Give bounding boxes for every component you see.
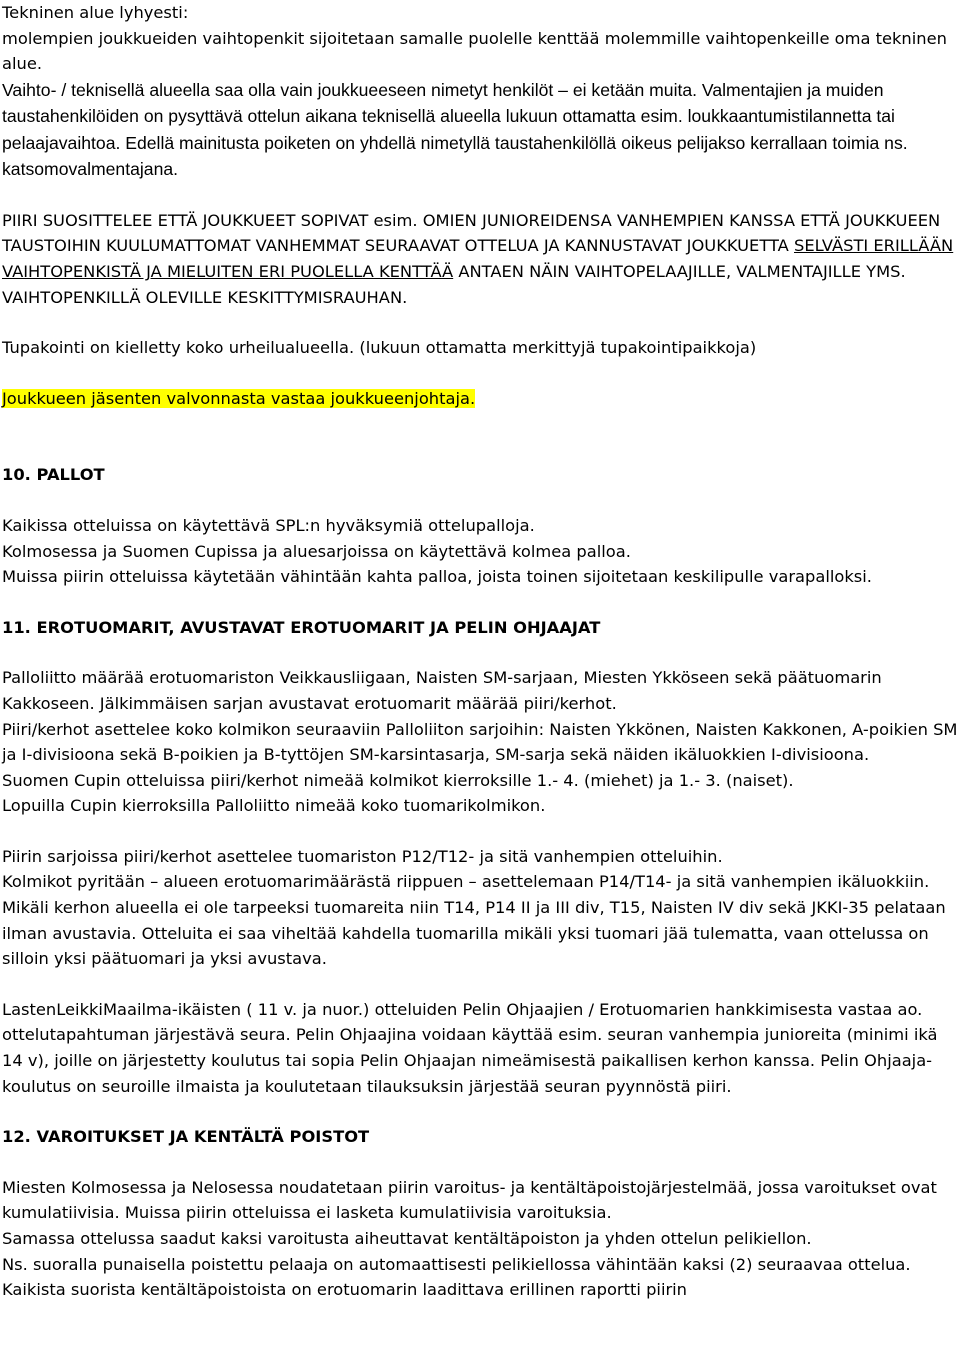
section-10-line: Muissa piirin otteluissa käytetään vähintään kahta palloa, joista toinen sijoitetaan keskilipulle varapalloksi. <box>2 567 872 587</box>
section-11-referees <box>2 615 960 1100</box>
section-10-line: Kolmosessa ja Suomen Cupissa ja aluesarjoissa on käytettävä kolmea palloa. <box>2 541 631 561</box>
section-11-heading: 11. EROTUOMARIT, AVUSTAVAT EROTUOMARIT JA PELIN OHJAAJAT <box>2 617 601 637</box>
technical-area-title: Tekninen alue lyhyesti: <box>2 3 189 22</box>
section-11-text: Palloliitto määrää erotuomariston Veikkausliigaan, Naisten SM-sarjaan, Miesten Ykköseen sekä päätuomarin Kakkoseen. Jälkimmäisen sarjan avustavat erotuomarit määrää piiri/kerhot. <box>2 668 882 713</box>
section-11-text: Piirin sarjoissa piiri/kerhot asettelee tuomariston P12/T12- ja sitä vanhempien otteluihin. <box>2 846 723 866</box>
recommendation-paragraph <box>2 208 960 310</box>
section-11-text: Lopuilla Cupin kierroksilla Palloliitto nimeää koko tuomarikolmikon. <box>2 796 546 816</box>
recommendation-underlined-text: SELVÄSTI ERILLÄÄN VAIHTOPENKISTÄ JA MIELUITEN ERI PUOLELLA KENTTÄÄ <box>2 236 954 281</box>
section-12-text: Miesten Kolmosessa ja Nelosessa noudatetaan piirin varoitus- ja kentältäpoistojärjestelmää, jossa varoitukset ovat kumulatiivisia. Muissa piirin otteluissa ei lasketa kumulatiivisia varoituksia. <box>2 1177 937 1223</box>
section-11-text: Suomen Cupin otteluissa piiri/kerhot nimeää kolmikot kierroksille 1.- 4. (miehet) ja 1.- 3. (naiset). <box>2 770 794 790</box>
section-12-heading: 12. VAROITUKSET JA KENTÄLTÄ POISTOT <box>2 1127 370 1147</box>
section-10-heading: 10. PALLOT <box>2 465 105 485</box>
technical-area-rules-text: Vaihto- / teknisellä alueella saa olla vain joukkueeseen nimetyt henkilöt – ei ketään muita. Valmentajien ja muiden taustahenkilöiden on pysyttävä ottelun aikana teknisellä alueella lukuun ottamatta esim. loukkaantumistilannetta tai pelaajavaihtoa. Edellä mainitusta poiketen on yhdellä nimetyllä taustahenkilöllä oikeus pelijakso kerrallaan toimia ns. katsomovalmentajana. <box>2 79 908 180</box>
recommendation-text-a: PIIRI SUOSITTELEE ETTÄ JOUKKUEET SOPIVAT esim. OMIEN JUNIOREIDENSA VANHEMPIEN KANSSA ETTÄ JOUKKUEEN TAUSTOIHIN KUULUMATTOMAT VANHEMMAT SEURAAVAT OTTELUA JA KANNUSTAVAT JOUKKUETTA <box>2 210 941 256</box>
technical-area-section <box>2 0 960 411</box>
section-12-text: Samassa ottelussa saadut kaksi varoitusta aiheuttavat kentältäpoiston ja yhden ottelun pelikiellon. <box>2 1229 812 1248</box>
recommendation-text-b: ANTAEN NÄIN VAIHTOPELAAJILLE, VALMENTAJILLE YMS. VAIHTOPENKILLÄ OLEVILLE KESKITTYMISRAUHAN. <box>2 261 906 307</box>
smoking-rule: Tupakointi on kielletty koko urheilualueella. (lukuun ottamatta merkittyjä tupakointipaikkoja) <box>2 338 757 358</box>
section-12-warnings <box>2 1124 960 1303</box>
section-11-text: Piiri/kerhot asettelee koko kolmikon seuraaviin Palloliiton sarjoihin: Naisten Ykkönen, Naisten Kakkonen, A-poikien SM ja I-divisioona sekä B-poikien ja B-tyttöjen SM-karsintasarja, SM-sarja sekä näiden ikäluokkien I-divisioona. <box>2 719 958 765</box>
section-10-line: Kaikissa otteluissa on käytettävä SPL:n hyväksymiä ottelupalloja. <box>2 515 535 535</box>
section-10-balls <box>2 462 960 589</box>
technical-area-bench-text: molempien joukkueiden vaihtopenkit sijoitetaan samalle puolelle kenttää molemmille vaihtopenkeille oma tekninen alue. <box>2 28 947 74</box>
section-11-text: Kolmikot pyritään – alueen erotuomarimäärästä riippuen – asettelemaan P14/T14- ja sitä vanhempien ikäluokkiin. Mikäli kerhon alueella ei ole tarpeeksi tuomareita niin T14, P14 II ja III div, T15, Naisten IV div sekä JKKI-35 pelataan ilman avustavia. Otteluita ei saa viheltää kahdella tuomarilla mikäli yksi tuomari jää tulematta, vaan ottelussa on silloin yksi päätuomari ja yksi avustava. <box>2 872 946 969</box>
section-11-text: LastenLeikkiMaailma-ikäisten ( 11 v. ja nuor.) otteluiden Pelin Ohjaajien / Erotuomarien hankkimisesta vastaa ao. ottelutapahtuman järjestävä seura. Pelin Ohjaajina voidaan käyttää esim. seuran vanhempia junioreita (minimi ikä 14 v), joille on järjestetty koulutus tai sopia Pelin Ohjaajan nimeämisestä paikallisen kerhon kanssa. Pelin Ohjaaja-koulutus on seuroille ilmaista ja koulutetaan tilauksuksin järjestää seuran pyynnöstä piiri. <box>2 999 938 1096</box>
section-12-text: Ns. suoralla punaisella poistettu pelaaja on automaattisesti pelikiellossa vähintään kaksi (2) seuraavaa ottelua. Kaikista suorista kentältäpoistoista on erotuomarin laadittava erillinen raportti piirin <box>2 1254 911 1300</box>
supervision-highlight: Joukkueen jäsenten valvonnasta vastaa joukkueenjohtaja. <box>2 388 476 408</box>
supervision-rule <box>2 386 960 412</box>
